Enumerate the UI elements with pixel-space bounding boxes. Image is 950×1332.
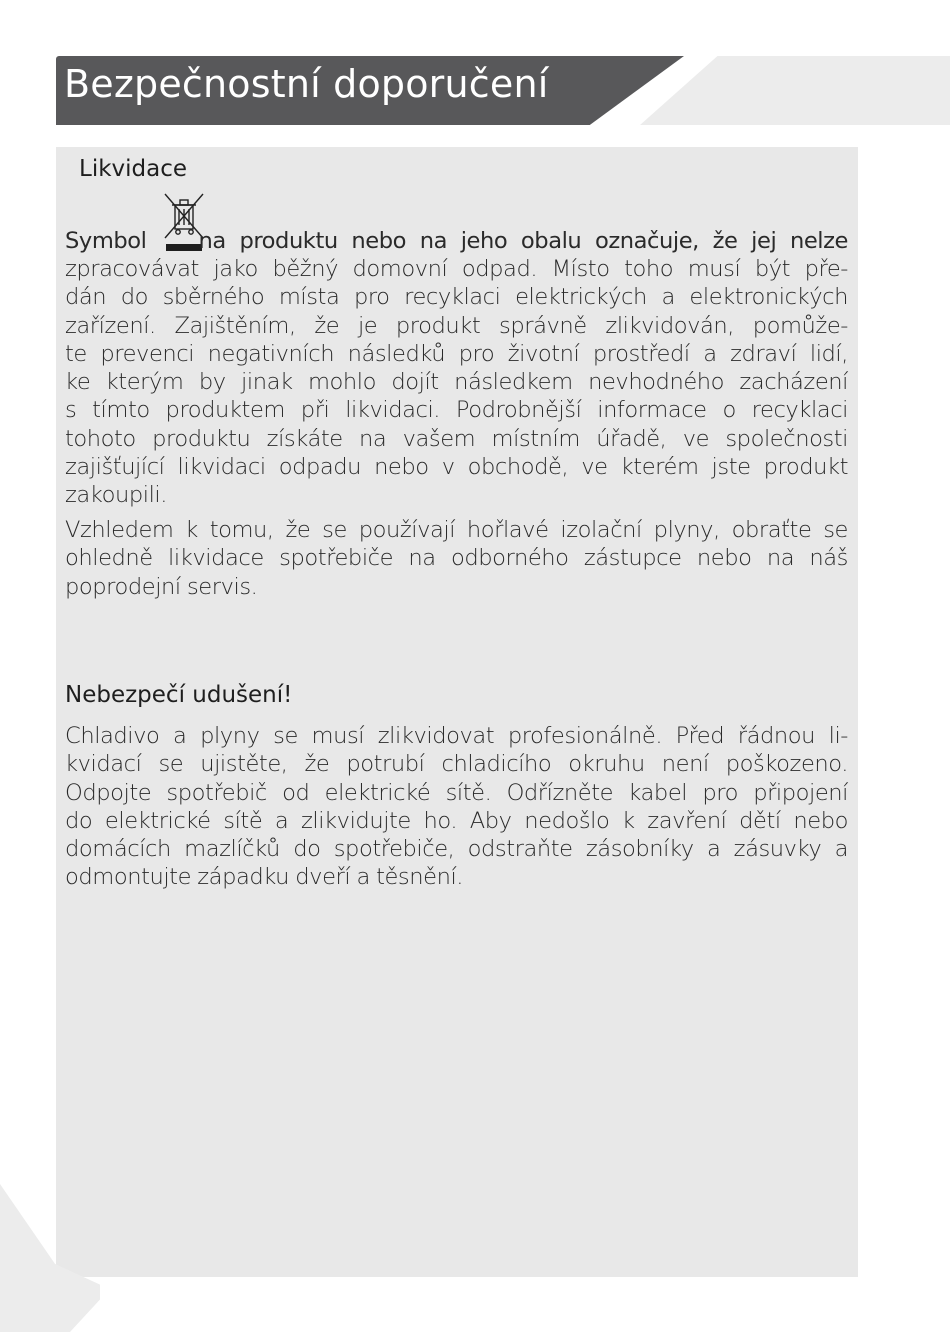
text-line: do elektrické sítě a zlikvidujte ho. Aby nedošlo k zavření dětí nebo [65,807,848,834]
page-title: Bezpečnostní doporučení [64,62,549,106]
text-line: zařízení. Zajištěním, že je produkt správně zlikvidován, pomůže- [65,312,848,339]
text-line: ohledně likvidace spotřebiče na odborného zástupce nebo na náš [65,545,848,572]
text-line: zakoupili. [65,482,167,509]
text-line: Odpojte spotřebič od elektrické sítě. Odřízněte kabel pro připojení [65,779,848,806]
disposal-first-line [65,227,848,255]
disposal-first-line-rest: na produktu nebo na jeho obalu označuje, že jej nelze [198,228,848,254]
text-line: te prevenci negativních následků pro životní prostředí a zdraví lidí, [65,340,848,367]
header-accent-shape [640,56,950,125]
disposal-paragraph-2 [65,516,848,601]
text-line: kvidací se ujistěte, že potrubí chladicího okruhu není poškozeno. [65,751,848,778]
disposal-paragraph-1 [65,255,848,510]
text-line: zpracovávat jako běžný domovní odpad. Místo toho musí být pře- [65,256,848,282]
suffocation-heading: Nebezpečí udušení! [65,682,293,708]
text-line: s tímto produktem při likvidaci. Podrobnější informace o recyklaci [65,397,848,424]
text-line: ke kterým by jinak mohlo dojít následkem nevhodného zacházení [65,369,848,396]
text-line: odmontujte západku dveří a těsnění. [65,864,464,891]
text-line: zajišťující likvidaci odpadu nebo v obchodě, ve kterém jste produkt [65,454,848,481]
text-line: Chladivo a plyny se musí zlikvidovat profesionálně. Před řádnou li- [65,723,848,749]
text-line: dán do sběrného místa pro recyklaci elektrických a elektronických [65,284,848,311]
text-line: domácích mazlíčků do spotřebiče, odstraňte zásobníky a zásuvky a [65,836,848,863]
suffocation-paragraph [65,722,848,892]
text-line: Vzhledem k tomu, že se používají hořlavé izolační plyny, obraťte se [65,517,848,543]
disposal-heading: Likvidace [79,156,188,182]
text-line: poprodejní servis. [65,573,258,600]
text-line: tohoto produktu získáte na vašem místním úřadě, ve společnosti [65,425,848,452]
symbol-word: Symbol [65,228,147,254]
